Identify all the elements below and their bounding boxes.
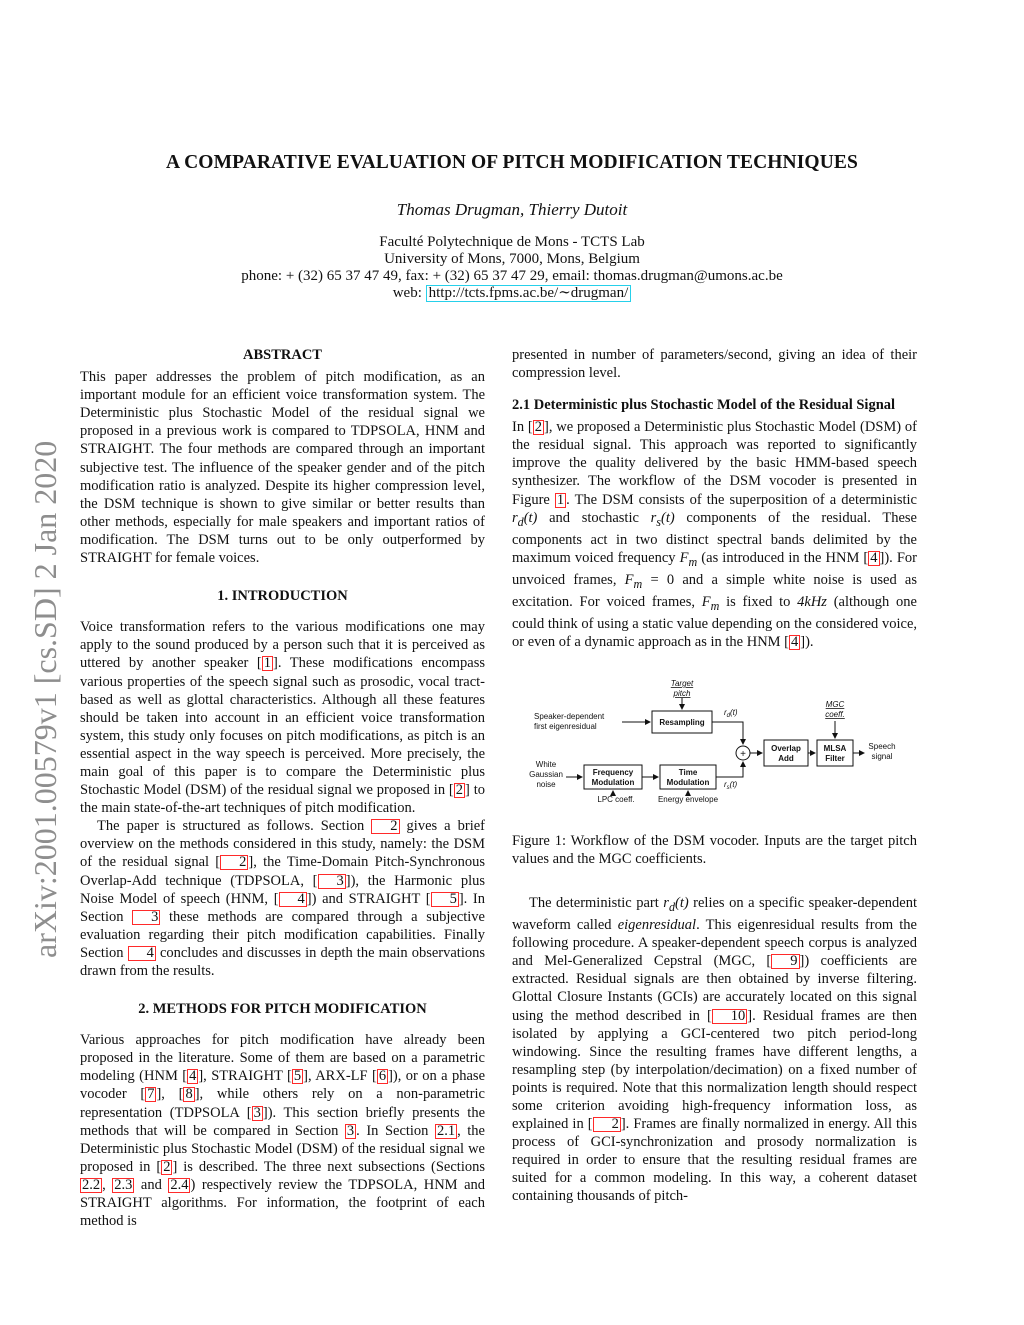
section-link[interactable]: 4 bbox=[128, 946, 156, 961]
figure-dsm-vocoder-workflow bbox=[512, 677, 917, 807]
citation-link[interactable]: 1 bbox=[263, 655, 272, 672]
web-label: web: bbox=[392, 285, 422, 301]
citation-link[interactable]: 2 bbox=[455, 782, 464, 799]
fig-label-mgc: MGC bbox=[825, 699, 845, 709]
citation-link[interactable]: 4 bbox=[870, 549, 878, 566]
affiliation-block bbox=[0, 234, 1024, 302]
methods-paragraph-continued: presented in number of parameters/second, giving an idea of their compression level. bbox=[512, 347, 917, 382]
svg-text:Time: Time bbox=[678, 767, 698, 777]
citation-link[interactable]: 2 bbox=[534, 419, 542, 436]
citation-link[interactable]: 2 bbox=[163, 1158, 171, 1175]
abstract-text: This paper addresses the problem of pitch modification, as an important module for an efficient voice transformation system. The Deterministic plus Stochastic Model of the residual signal we proposed in a previous work is compared to TDPSOLA, HNM and STRAIGHT. The four methods are compared through an important subjective test. The influence of the speaker gender and of the pitch modification ratio is analyzed. Despite its higher compression level, the DSM technique is shown to give similar or better results than other methods, especially for male speakers and important ratios of modification. The DSM turns out to be only outperformed by STRAIGHT for female voices. bbox=[80, 369, 485, 567]
figure-link[interactable]: 1 bbox=[556, 491, 565, 508]
citation-link[interactable]: 5 bbox=[431, 892, 459, 907]
citation-link[interactable]: 6 bbox=[378, 1068, 387, 1085]
math-fm: $F_m$ bbox=[679, 549, 698, 569]
paper-title: A COMPARATIVE EVALUATION OF PITCH MODIFICATION TECHNIQUES bbox=[166, 152, 858, 173]
citation-link[interactable]: 4 bbox=[791, 633, 799, 650]
fig-label-plus: + bbox=[740, 748, 746, 760]
citation-link[interactable]: 5 bbox=[293, 1068, 302, 1085]
author-list: Thomas Drugman, Thierry Dutoit bbox=[396, 200, 628, 219]
fig-label-speaker: Speaker-dependent bbox=[534, 711, 605, 721]
fig-label-rd: $r_d(t)$ bbox=[724, 707, 738, 719]
fig-label-energy: Energy envelope bbox=[657, 794, 719, 804]
citation-link[interactable]: 9 bbox=[771, 954, 799, 969]
intro-paragraph: The paper is structured as follows. Section 2 gives a brief overview on the methods considered in this study, namely: the DSM of the residual signal [ 2 ], the Time-Domain Pitch-Synchronous Overlap-Add technique (TDPSOLA, [ 3 ]), the Harmonic plus Noise Model of speech (HNM, [ 4 ]) and STRAIGHT [ 5 ]. In Section 3 these methods are compared through a subjective evaluation regarding their pitch modification capabilities. Finally Section 4 concludes and discusses in depth the main observations drawn from the results. bbox=[80, 818, 486, 979]
svg-text:Modulation: Modulation bbox=[666, 777, 710, 787]
right-column bbox=[512, 346, 917, 1206]
term-eigenresidual: eigenresidual bbox=[617, 917, 697, 934]
citation-link[interactable]: 2 bbox=[220, 855, 248, 870]
fig-label-rs: $r_s(t)$ bbox=[724, 779, 738, 791]
methods-heading: 2. METHODS FOR PITCH MODIFICATION bbox=[138, 1001, 427, 1018]
svg-text:Overlap: Overlap bbox=[771, 743, 801, 753]
fig-label-lpc: LPC coeff. bbox=[597, 794, 635, 804]
dsm-paragraph: The deterministic part $r_d(t)$ relies on a specific speaker-dependent waveform called eigenresidual. This eigenresidual results from the following procedure. A speaker-dependent speech corpus is analyzed and Mel-Generalized Cepstral (MGC, [ 9 ]) coefficients are extracted. Residual signals are then obtained by inverse filtering. Glottal Closure Instants (GCIs) are accurately located on this signal using the method described in [ 10 ]. Residual frames are then isolated by applying a GCI-centered two pitch period-long windowing. Since the resulting frames have different lengths, a resampling step (by interpolation/decimation) on a fixed number of points is required. Note that this normalization length should respect some criterion avoiding high-frequency information loss, as explained in [ 2 ]. Frames are finally normalized in energy. All this process of GCI-synchronization and prosody normalization is required in order to ensure that the resulting residual frames are suited for a common modeling. In this way, a coherent dataset containing thousands of pitch- bbox=[512, 895, 918, 1205]
math-khz: 4kHz bbox=[797, 593, 827, 610]
math-rs: $r_s(t)$ bbox=[650, 509, 675, 529]
svg-text:Add: Add bbox=[778, 753, 794, 763]
citation-link[interactable]: 7 bbox=[147, 1086, 155, 1103]
abstract-heading: ABSTRACT bbox=[243, 347, 322, 363]
svg-text:Modulation: Modulation bbox=[591, 777, 635, 787]
homepage-link[interactable]: http://tcts.fpms.ac.be/∼drugman/ bbox=[426, 285, 632, 302]
section-link[interactable]: 2 bbox=[371, 819, 399, 834]
fig-label-speech: Speech bbox=[868, 741, 896, 751]
fig-label-white: White bbox=[535, 759, 557, 769]
introduction-heading: 1. INTRODUCTION bbox=[217, 588, 348, 605]
fig-label-pitch: pitch bbox=[673, 688, 691, 698]
section-link[interactable]: 3 bbox=[132, 910, 160, 925]
citation-link[interactable]: 3 bbox=[318, 874, 346, 889]
math-rd: $r_d(t)$ bbox=[663, 895, 689, 914]
citation-link[interactable]: 10 bbox=[712, 1009, 748, 1024]
section-link[interactable]: 2.1 bbox=[436, 1122, 456, 1139]
citation-link[interactable]: 4 bbox=[279, 892, 307, 907]
svg-text:MLSA: MLSA bbox=[823, 743, 847, 753]
dsm-paragraph: In [ 2 ], we proposed a Deterministic plus Stochastic Model (DSM) of the residual signal. This approach was reported to significantly improve the quality delivered by the basic HMM-based speech synthesizer. The workflow of the DSM vocoder is presented in Figure 1 . The DSM consists of the superposition of a deterministic $r_d(t)$ and stochastic $r_s(t)$ components of the residual. These components act in two distinct spectral bands delimited by the maximum voiced frequency $F_m$ (as introduced in the HNM [ 4 ]). For unvoiced frames, $F_m = 0$ and a simple white noise is used as excitation. For voiced frames, $F_m$ is fixed to 4kHz (although one could think of using a static value depending on the considered voice, or even of a dynamic approach as in the HNM [ 4 ]). bbox=[512, 419, 917, 650]
arxiv-id-text: arXiv:2001.00579v1 [cs.SD] 2 Jan 2020 bbox=[27, 440, 63, 958]
fig-label-gaussian: Gaussian bbox=[529, 769, 563, 779]
fig-label-signal: signal bbox=[871, 751, 893, 761]
math-fm: $F_m$ bbox=[624, 571, 643, 591]
section-link[interactable]: 3 bbox=[346, 1122, 355, 1139]
citation-link[interactable]: 4 bbox=[189, 1068, 197, 1085]
math-fm: $F_m$ bbox=[701, 593, 720, 613]
contact-line: phone: + (32) 65 37 47 49, fax: + (32) 65 37 47 29, email: thomas.drugman@umons.ac.be bbox=[241, 268, 783, 284]
citation-link[interactable]: 2 bbox=[593, 1117, 621, 1132]
svg-text:Frequency: Frequency bbox=[592, 767, 634, 777]
fig-label-eigenresidual: first eigenresidual bbox=[534, 721, 597, 731]
intro-paragraph: Voice transformation refers to the various modifications one may apply to the sound produced by a person such that it is perceived as uttered by another speaker [ 1 ]. These modifications encompass various properties of the speech signal such as prosodic, vocal tract-based as well as glottal characteristics. Although all these features should be taken into account in an efficient voice transformation system, this study only focuses on pitch modifications, as pitch is an essential aspect in the way speech is perceived. More precisely, the main goal of this paper is to compare the Deterministic plus Stochastic Model (DSM) of the residual signal we proposed in [ 2 ] to the main state-of-the-art techniques of pitch modification. bbox=[80, 619, 486, 817]
web-line bbox=[0, 285, 1024, 302]
math-rd: $r_d(t)$ bbox=[512, 509, 538, 529]
figure-caption: Figure 1: Workflow of the DSM vocoder. Inputs are the target pitch values and the MGC coefficients. bbox=[512, 832, 917, 867]
arxiv-identifier-stamp bbox=[20, 370, 70, 960]
section-link[interactable]: 2.3 bbox=[114, 1176, 133, 1193]
svg-text:Resampling: Resampling bbox=[659, 717, 705, 727]
affiliation-line: University of Mons, 7000, Mons, Belgium bbox=[384, 251, 640, 267]
svg-text:Filter: Filter bbox=[825, 753, 845, 763]
citation-link[interactable]: 8 bbox=[185, 1086, 193, 1103]
section-link[interactable]: 2.4 bbox=[170, 1176, 189, 1193]
subsection-heading-dsm: 2.1 Deterministic plus Stochastic Model of the Residual Signal bbox=[512, 397, 896, 414]
citation-link[interactable]: 3 bbox=[253, 1104, 261, 1121]
fig-label-coeff: coeff. bbox=[825, 709, 845, 719]
fig-label-noise: noise bbox=[536, 779, 556, 789]
fig-label-target: Target bbox=[670, 678, 694, 688]
affiliation-line: Faculté Polytechnique de Mons - TCTS Lab bbox=[379, 234, 645, 250]
methods-paragraph: Various approaches for pitch modification have already been proposed in the literature. Some of them are based on a parametric modeling (HNM [ 4 ], STRAIGHT [ 5 ], ARX-LF [ 6 ]), or on a phase vocoder [ 7 ], [ 8 ], while others rely on a non-parametric representation (TDPSOLA [ 3 ]). This section briefly presents the methods that will be compared in Section 3 . In Section 2.1 , the Deterministic plus Stochastic Model (DSM) of the residual signal we proposed in [ 2 ] is described. The three next subsections (Sections 2.2 , 2.3 and 2.4 ) respectively review the TDPSOLA, HNM and STRAIGHT algorithms. For information, the footprint of each method is bbox=[80, 1032, 486, 1230]
left-column bbox=[80, 346, 485, 1230]
section-link[interactable]: 2.2 bbox=[82, 1176, 101, 1193]
